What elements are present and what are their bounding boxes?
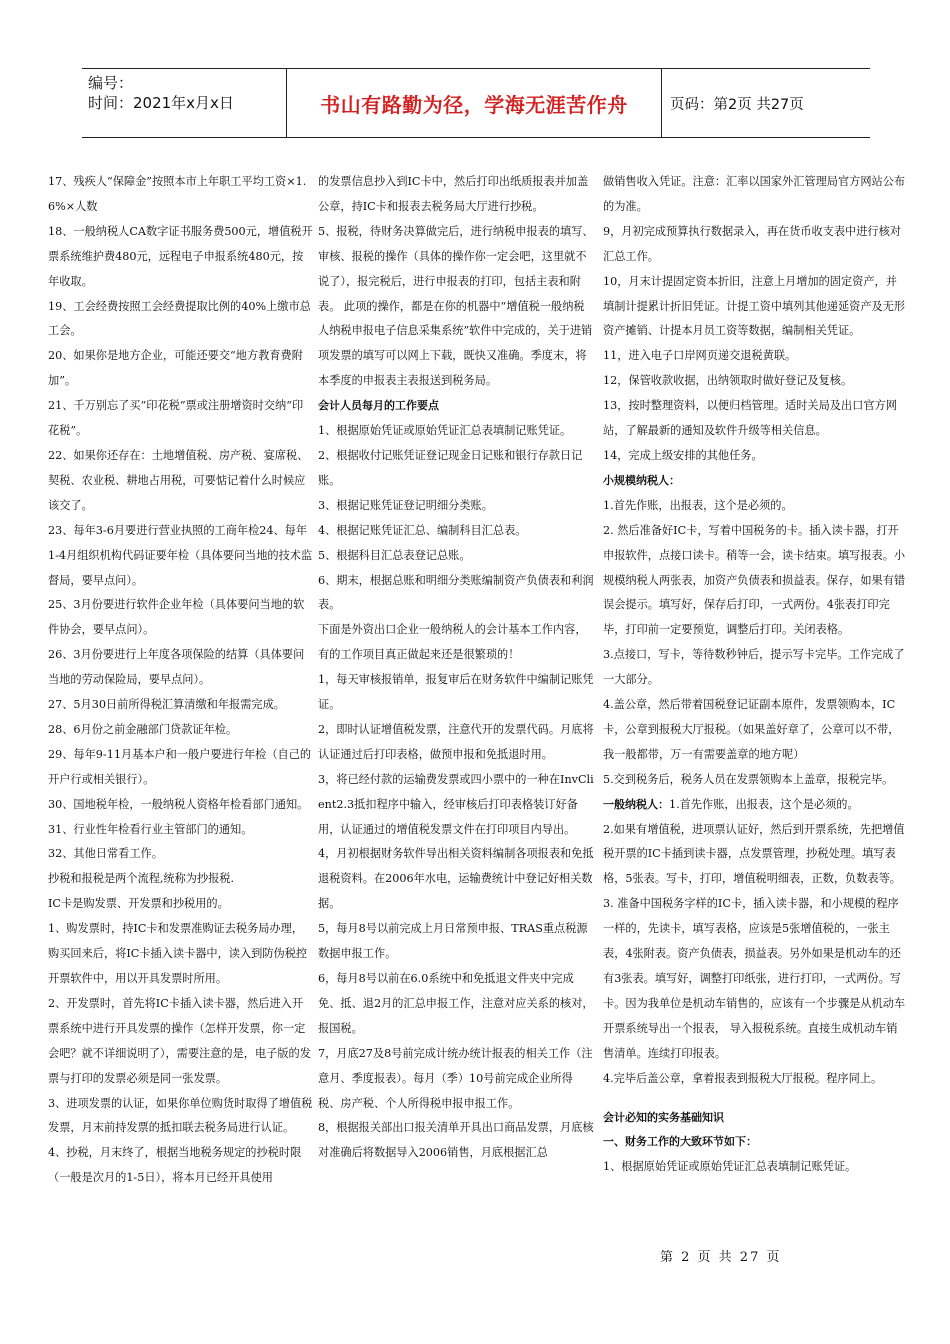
paragraph: 28、6月份之前金融部门贷款证年检。 xyxy=(48,722,238,736)
paragraph: IC卡是购发票、开发票和抄税用的。 xyxy=(48,897,229,911)
column-middle xyxy=(318,170,594,1166)
section-heading: 会计人员每月的工作要点 xyxy=(318,399,439,413)
paragraph: 14，完成上级安排的其他任务。 xyxy=(603,448,763,462)
page-footer: 第 2 页 共 27 页 xyxy=(660,1250,782,1265)
paragraph: 29、每年9-11月基本户和一般户要进行年检（自己的开户行或相关银行）。 xyxy=(48,747,312,786)
paragraph: 3、进项发票的认证，如果你单位购货时取得了增值税发票，月末前持发票的抵扣联去税务局进行认证。 xyxy=(48,1096,313,1135)
column-left xyxy=(48,170,313,1191)
paragraph: 5、根据科目汇总表登记总账。 xyxy=(318,548,471,562)
paragraph: 32、其他日常看工作。 xyxy=(48,847,163,861)
paragraph-text: 1.首先作账，出报表，这个是必须的。 xyxy=(669,797,859,811)
paragraph: 做销售收入凭证。注意：汇率以国家外汇管理局官方网站公布的为准。 xyxy=(603,175,906,213)
paragraph: 6，每月8号以前在6.0系统中和免抵退文件夹中完成免、抵、退2月的汇总申报工作，注意对应关系的核对，报国税。 xyxy=(318,972,594,1035)
paragraph: 23、每年3-6月要进行营业执照的工商年检24、每年1-4月组织机构代码证要年检（具体要问当地的技术监督局，要早点问）。 xyxy=(48,523,313,587)
paragraph: 1、根据原始凭证或原始凭证汇总表填制记账凭证。 xyxy=(603,1160,857,1174)
paragraph: 30、国地税年检，一般纳税人资格年检看部门通知。 xyxy=(48,797,309,811)
paragraph: 2，即时认证增值税发票，注意代开的发票代码。月底将认证通过后打印表格，做预申报和免抵退时用。 xyxy=(318,722,594,761)
paragraph: 4，月初根据财务软件导出相关资料编制各项报表和免抵退税资料。在2006年水电，运输费统计中登记好相关数据。 xyxy=(318,847,594,911)
paragraph: 抄税和报税是两个流程,统称为抄报税. xyxy=(48,872,235,886)
header-motto: 书山有路勤为径，学海无涯苦作舟 xyxy=(287,69,662,137)
paragraph: 19、工会经费按照工会经费提取比例的40%上缴市总工会。 xyxy=(48,299,311,338)
paragraph: 1.首先作账，出报表，这个是必须的。 xyxy=(603,498,793,512)
paragraph: 1、根据原始凭证或原始凭证汇总表填制记账凭证。 xyxy=(318,424,572,438)
paragraph: 11，进入电子口岸网页递交退税黄联。 xyxy=(603,349,797,363)
paragraph: 4.盖公章，然后带着国税登记证副本原件，发票领购本，IC卡，公章到报税大厅报税。（如果盖好章了，公章可以不带，我一般都带，万一有需要盖章的地方呢） xyxy=(603,698,900,761)
time-label: 时间：2021年x月x日 xyxy=(88,94,234,112)
paragraph: 13，按时整理资料，以便归档管理。适时关局及出口官方网站，了解最新的通知及软件升级等相关信息。 xyxy=(603,399,897,438)
section-heading: 一、财务工作的大致环节如下： xyxy=(603,1135,757,1149)
paragraph: 22、如果你还存在：土地增值税、房产税、宴席税、契税、农业税、耕地占用税，可要惦记着什么时候应该交了。 xyxy=(48,448,309,512)
section-heading: 小规模纳税人： xyxy=(603,473,680,487)
spacer xyxy=(603,1092,906,1106)
header-meta xyxy=(82,69,287,137)
number-label: 编号： xyxy=(88,74,134,92)
paragraph: 3. 准备中国税务字样的IC卡，插入读卡器，和小规模的程序一样的，先读卡，填写表格，应该是5张增值税的，一张主表，4张附表。资产负债表，损益表。另外如果是机动车的还有3张表。填写好，调整打印纸张，进行打印，一式两份。写卡。因为我单位是机动车销售的，应该有一个步骤是从机动车开票系统导出一个报表， 导入报税系统。直接生成机动车销售清单。连续打印报表。 xyxy=(603,897,906,1060)
paragraph: 20、如果你是地方企业，可能还要交“地方教育费附加”。 xyxy=(48,349,303,388)
paragraph: 8，根据报关部出口报关清单开具出口商品发票，月底核对准确后将数据导入2006销售，月底根据汇总 xyxy=(318,1121,594,1160)
paragraph: 31、行业性年检看行业主管部门的通知。 xyxy=(48,822,253,836)
paragraph: 的发票信息抄入到IC卡中，然后打印出纸质报表并加盖公章，持IC卡和报表去税务局大厅进行抄税。 xyxy=(318,175,589,213)
paragraph: 25、3月份要进行软件企业年检（具体要问当地的软件协会，要早点问）。 xyxy=(48,598,305,637)
paragraph: 4.完毕后盖公章，拿着报表到报税大厅报税。程序同上。 xyxy=(603,1071,883,1085)
paragraph: 10，月末计提固定资本折旧，注意上月增加的固定资产，并填制计提累计折旧凭证。计提工资中填列其他递延资产及无形资产摊销、计提本月员工资等数据，编制相关凭证。 xyxy=(603,274,906,338)
paragraph: 4、抄税，月末终了，根据当地税务规定的抄税时限（一般是次月的1-5日），将本月已经开具使用 xyxy=(48,1146,302,1185)
paragraph: 17、残疾人“保障金”按照本市上年职工平均工资×1.6%×人数 xyxy=(48,175,307,213)
paragraph: 5.交到税务后，税务人员在发票领购本上盖章，报税完毕。 xyxy=(603,772,894,786)
paragraph: 12，保管收款收据，出纳领取时做好登记及复核。 xyxy=(603,374,853,388)
header-page-number: 页码：第2页 共27页 xyxy=(670,96,804,113)
paragraph-heading: 一般纳税人： xyxy=(603,797,669,811)
paragraph: 4、根据记账凭证汇总、编制科目汇总表。 xyxy=(318,523,527,537)
paragraph: 5、报税，待财务决算做完后，进行纳税申报表的填写、审核、报税的操作（具体的操作你一定会吧，这里就不说了），报完税后，进行申报表的打印，包括主表和附表。 此项的操作，都是在你的机器中“增值税一般纳税人纳税申报电子信息采集系统”软件中完成的，关于进销项发票的填写可以网上下载，既快又准确。季度末，将本季度的申报表主表报送到税务局。 xyxy=(318,224,594,388)
paragraph xyxy=(603,793,906,818)
paragraph: 3、根据记账凭证登记明细分类账。 xyxy=(318,498,493,512)
page-header xyxy=(82,68,870,138)
paragraph: 3，将已经付款的运输费发票或四小票中的一种在InvClient2.3抵扣程序中输入，经审核后打印表格装订好备用，认证通过的增值税发票文件在打印项目内导出。 xyxy=(318,772,594,836)
paragraph: 5，每月8号以前完成上月日常预申报、TRAS重点税源数据申报工作。 xyxy=(318,922,588,961)
paragraph: 2.如果有增值税，进项票认证好，然后到开票系统，先把增值税开票的IC卡插到读卡器，点发票管理，抄税处理。填写表格，5张表。写卡，打印，增值税明细表，正数，负数表等。 xyxy=(603,822,905,886)
paragraph: 26、3月份要进行上年度各项保险的结算（具体要问当地的劳动保险局，要早点问）。 xyxy=(48,648,305,687)
paragraph: 2、开发票时，首先将IC卡插入读卡器，然后进入开票系统中进行开具发票的操作（怎样开发票，你一定会吧？就不详细说明了），需要注意的是，电子版的发票与打印的发票必须是同一张发票。 xyxy=(48,996,311,1085)
column-right xyxy=(603,170,906,1180)
paragraph: 2、根据收付记账凭证登记现金日记账和银行存款日记账。 xyxy=(318,448,583,487)
paragraph: 2. 然后准备好IC卡，写着中国税务的卡。插入读卡器，打开申报软件，点接口读卡。稍等一会，读卡结束。填写报表。小规模纳税人两张表，加资产负债表和损益表。保存，如果有错误会提示。填写好，保存后打印，一式两份。4张表打印完毕，打印前一定要预览，调整后打印。关闭表格。 xyxy=(603,523,906,637)
paragraph: 3.点接口，写卡，等待数秒钟后，提示写卡完毕。工作完成了一大部分。 xyxy=(603,648,905,687)
paragraph: 下面是外资出口企业一般纳税人的会计基本工作内容，有的工作项目真正做起来还是很繁琐的！ xyxy=(318,623,587,662)
paragraph: 27、5月30日前所得税汇算清缴和年报需完成。 xyxy=(48,698,285,712)
section-heading: 会计必知的实务基础知识 xyxy=(603,1110,724,1124)
paragraph: 6、期末，根据总账和明细分类账编制资产负债表和利润表。 xyxy=(318,573,594,612)
paragraph: 1、购发票时，持IC卡和发票准购证去税务局办理，购买回来后，将IC卡插入读卡器中，读入到防伪税控开票软件中，用以开具发票时所用。 xyxy=(48,922,308,985)
paragraph: 21、千万别忘了买“印花税”票或注册增资时交纳“印花税”。 xyxy=(48,399,304,438)
paragraph: 9，月初完成预算执行数据录入，再在货币收支表中进行核对汇总工作。 xyxy=(603,224,901,263)
paragraph: 18、一般纳税人CA数字证书服务费500元，增值税开票系统维护费480元，远程电子申报系统480元，按年收取。 xyxy=(48,224,313,288)
paragraph: 1，每天审核报销单，报复审后在财务软件中编制记账凭证。 xyxy=(318,673,594,712)
paragraph: 7，月底27及8号前完成计统办统计报表的相关工作（注意月、季度报表）。每月（季）10号前完成企业所得税、房产税、个人所得税申报申报工作。 xyxy=(318,1046,593,1110)
